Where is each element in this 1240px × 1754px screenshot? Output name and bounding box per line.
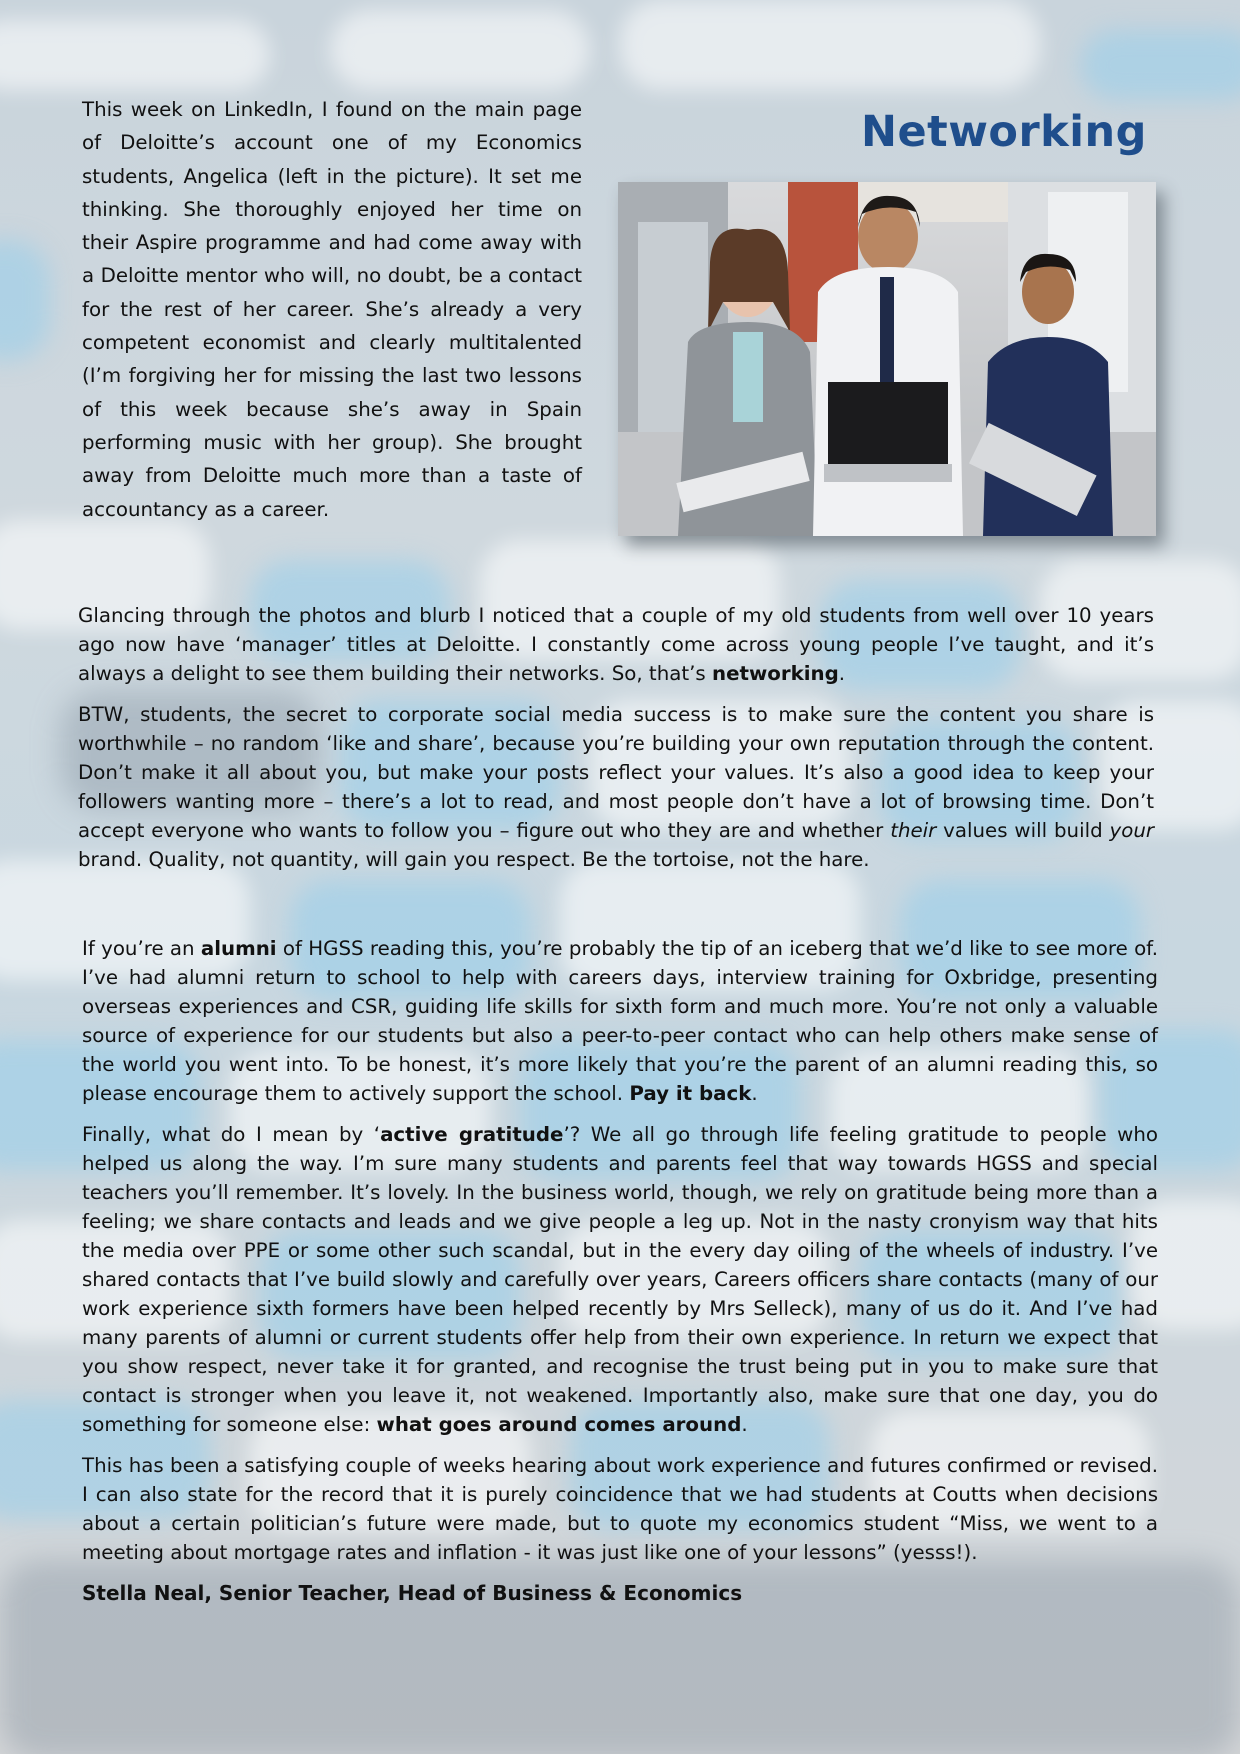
paragraph-text: Glancing through the photos and blurb I noticed that a couple of my old students from well over 10 years ago now have ‘manager’ titles at Deloitte. I constantly come across young people I’ve taught, and it’s always a delight to see them building their networks. So, that’s xyxy=(78,604,1154,685)
what-goes-around-emphasis: what goes around comes around xyxy=(376,1413,742,1436)
paragraph-text: . xyxy=(838,662,846,685)
paragraph-text: . xyxy=(741,1413,748,1436)
networking-emphasis: networking xyxy=(712,662,839,685)
author-signature: Stella Neal, Senior Teacher, Head of Business & Economics xyxy=(82,1581,743,1605)
paragraph-text: values will build xyxy=(936,819,1110,842)
alumni-section xyxy=(82,934,1158,1620)
paragraph-active-gratitude xyxy=(82,1120,1158,1439)
students-photo xyxy=(618,182,1156,536)
paragraph-networking xyxy=(78,601,1154,688)
paragraph-alumni xyxy=(82,934,1158,1108)
paragraph-closing: This has been a satisfying couple of weeks hearing about work experience and futures confirmed or revised. I can also state for the record that it is purely coincidence that we had students at Coutts when decisions about a certain politician’s future were made, but to quote my economics student “Miss, we went to a meeting about mortgage rates and inflation - it was just like one of your lessons” (yesss!). xyxy=(82,1454,1158,1564)
paragraph-text: If you’re an xyxy=(82,937,201,960)
paragraph-text: Finally, what do I mean by ‘ xyxy=(82,1123,381,1146)
intro-paragraph: This week on LinkedIn, I found on the main page of Deloitte’s account one of my Economics students, Angelica (left in the picture). It set me thinking. She thoroughly enjoyed her time on their Aspire programme and had come away with a Deloitte mentor who will, no doubt, be a contact for the rest of her career. She’s already a very competent economist and clearly multitalented (I’m forgiving her for missing the last two lessons of this week because she’s away in Spain performing music with her group). She brought away from Deloitte much more than a taste of accountancy as a career. xyxy=(82,98,582,521)
paragraph-text: ’? We all go through life feeling gratitude to people who helped us along the way. I’m sure many students and parents feel that way towards HGSS and special teachers you’ll remember. It’s lovely. In the business world, though, we rely on gratitude being more than a feeling; we share contacts and leads and we give people a leg up. Not in the nasty cronyism way that hits the media over PPE or some other such scandal, but in the every day oiling of the wheels of industry. I’ve shared contacts that I’ve build slowly and carefully over years, Careers officers share contacts (many of our work experience sixth formers have been helped recently by Mrs Selleck), many of us do it. And I’ve had many parents of alumni or current students offer help from their own experience. In return we expect that you show respect, never take it for granted, and recognise the trust being put in you to make sure that contact is stronger when you leave it, not weakened. Importantly also, make sure that one day, you do something for someone else: xyxy=(82,1123,1159,1436)
paragraph-text: . xyxy=(751,1082,758,1105)
paragraph-text: BTW, students, the secret to corporate social media success is to make sure the content you share is worthwhile – no random ‘like and share’, because you’re building your own reputation through the content. Don’t make it all about you, but make your posts reflect your values. It’s also a good idea to keep your followers wanting more – there’s a lot to read, and most people don’t have a lot of browsing time. Don’t accept everyone who wants to follow you – figure out who they are and whether xyxy=(78,703,1154,842)
networking-section xyxy=(78,601,1154,886)
pay-it-back-emphasis: Pay it back xyxy=(629,1082,752,1105)
intro-column xyxy=(82,93,582,526)
paragraph-text: brand. Quality, not quantity, will gain you respect. Be the tortoise, not the hare. xyxy=(78,848,870,871)
paragraph-text: of HGSS reading this, you’re probably the tip of an iceberg that we’d like to see more of. I’ve had alumni return to school to help with careers days, interview training for Oxbridge, presenting overseas experiences and CSR, guiding life skills for sixth form and much more. You’re not only a valuable source of experience for our students but also a peer-to-peer contact who can help others make sense of the world you went into. To be honest, it’s more likely that you’re the parent of an alumni reading this, so please encourage them to actively support the school. xyxy=(82,937,1158,1105)
page-title: Networking xyxy=(861,107,1147,157)
active-gratitude-emphasis: active gratitude xyxy=(380,1123,564,1146)
alumni-emphasis: alumni xyxy=(200,937,277,960)
their-emphasis: their xyxy=(890,819,937,842)
paragraph-social-media xyxy=(78,700,1154,874)
your-emphasis: your xyxy=(1109,819,1155,842)
